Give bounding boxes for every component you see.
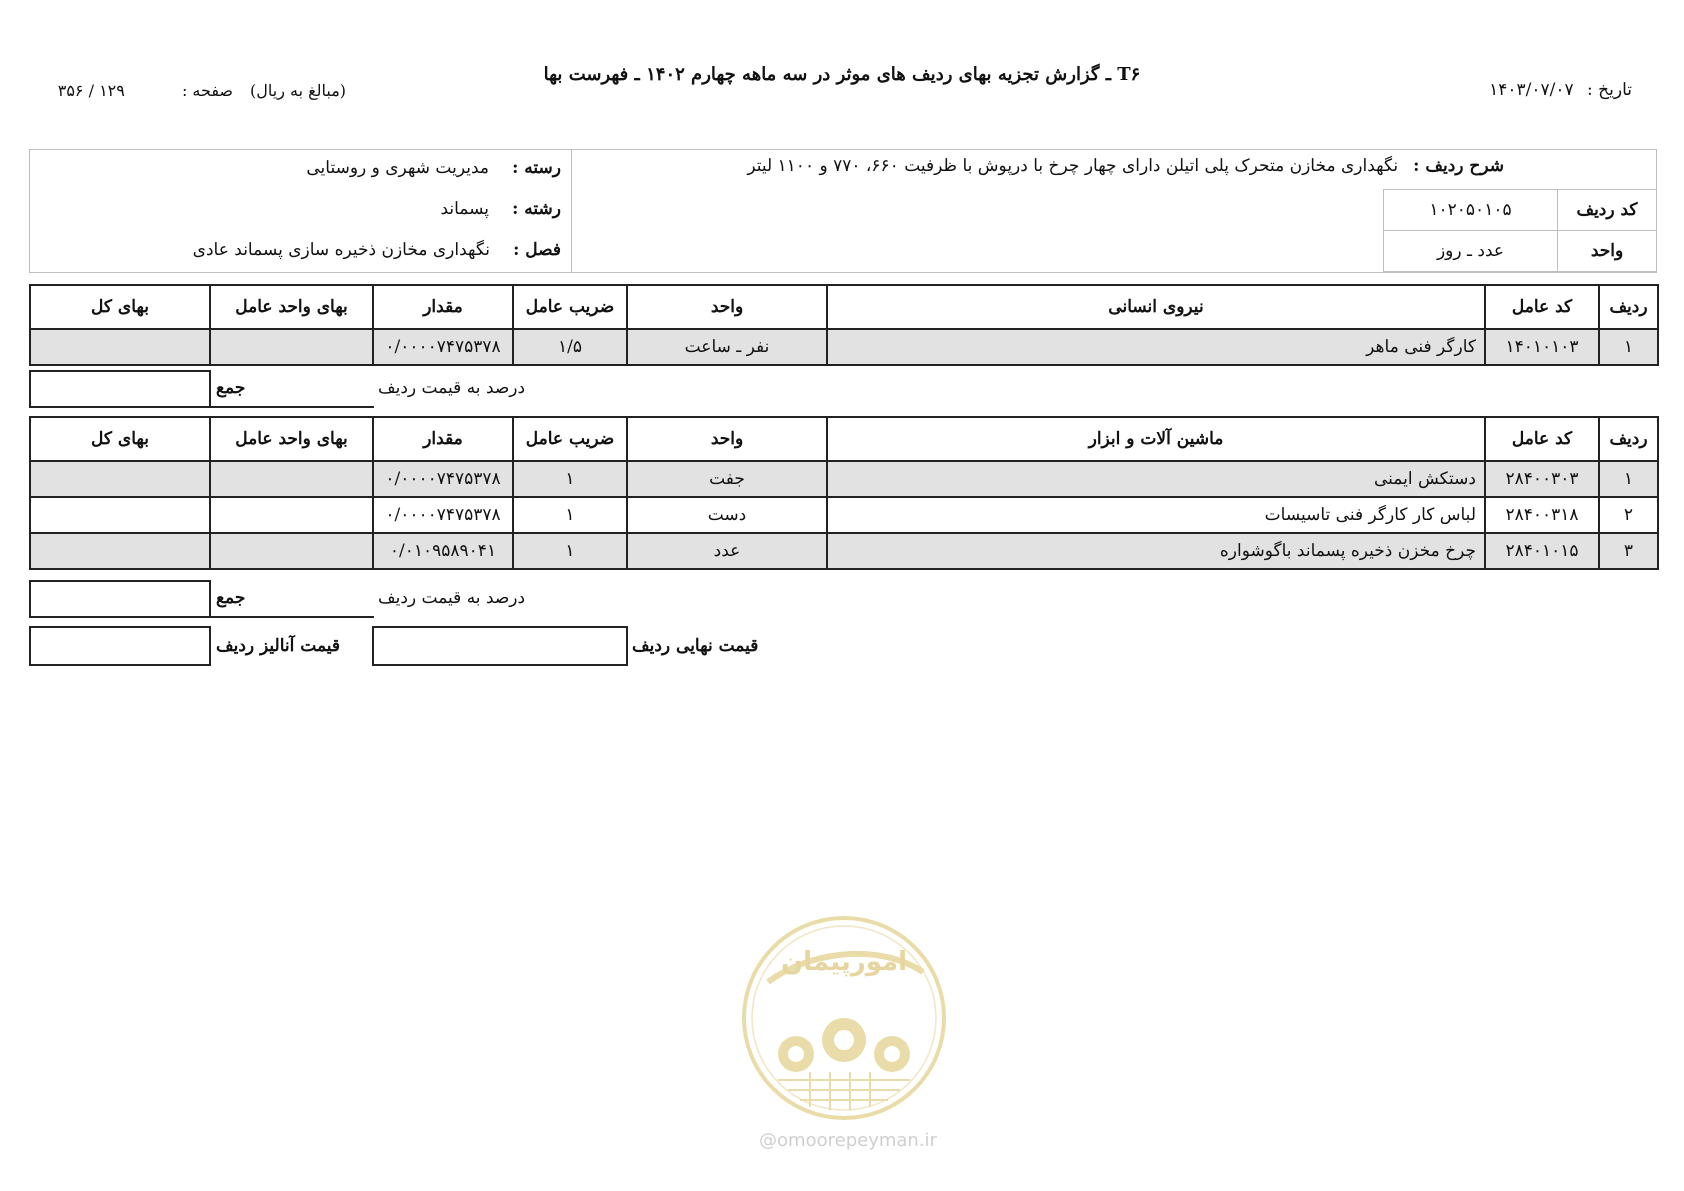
cell-row: ۱ — [1599, 329, 1658, 365]
col-factor: ضریب عامل — [513, 285, 627, 329]
machinery-total-box — [29, 580, 211, 618]
col-total: بهای کل — [30, 285, 210, 329]
field-label: رشته : — [512, 199, 561, 219]
cell-title: کارگر فنی ماهر — [827, 329, 1485, 365]
cell-total — [30, 497, 210, 533]
cell-title: دستکش ایمنی — [827, 461, 1485, 497]
table-row — [30, 329, 1658, 365]
cell-row: ۱ — [1599, 461, 1658, 497]
cell-total — [30, 329, 210, 365]
machinery-sum-label: جمع — [216, 588, 246, 608]
cell-total — [30, 461, 210, 497]
col-row: ردیف — [1599, 285, 1658, 329]
cell-code: ۲۸۴۰۱۰۱۵ — [1485, 533, 1599, 569]
cell-code: ۲۸۴۰۰۳۰۳ — [1485, 461, 1599, 497]
watermark-url: @omoorepeyman.ir — [759, 1130, 937, 1151]
cell-qty: ۰/۰۰۰۰۷۴۷۵۳۷۸ — [373, 329, 513, 365]
cell-qty: ۰/۰۰۰۰۷۴۷۵۳۷۸ — [373, 497, 513, 533]
machinery-table — [29, 416, 1659, 570]
cell-unit-price — [210, 461, 373, 497]
cell-qty: ۰/۰۱۰۹۵۸۹۰۴۱ — [373, 533, 513, 569]
page-label: صفحه : — [181, 81, 233, 100]
page-number — [33, 81, 233, 100]
col-row: ردیف — [1599, 417, 1658, 461]
machinery-header-row — [30, 417, 1658, 461]
description-label: شرح ردیف : — [1413, 156, 1504, 176]
item-description — [747, 156, 1504, 176]
category-row — [306, 158, 561, 178]
cell-unit-price — [210, 329, 373, 365]
field-value: پسماند — [440, 199, 489, 219]
cell-factor: ۱/۵ — [513, 329, 627, 365]
labor-table — [29, 284, 1659, 366]
date-label: تاریخ : — [1587, 80, 1632, 100]
category-label: رسته : — [512, 158, 561, 178]
page-value: ۱۲۹ / ۳۵۶ — [57, 81, 125, 100]
cell-factor: ۱ — [513, 497, 627, 533]
final-price-box — [372, 626, 628, 666]
unit-label: واحد — [1558, 231, 1657, 272]
analysis-price-label: قیمت آنالیز ردیف — [216, 636, 341, 656]
col-title: نیروی انسانی — [827, 285, 1485, 329]
col-unit-price: بهای واحد عامل — [210, 285, 373, 329]
col-unit: واحد — [627, 285, 827, 329]
cell-title: چرخ مخزن ذخیره پسماند باگوشواره — [827, 533, 1485, 569]
chapter-value: نگهداری مخازن ذخیره سازی پسماند عادی — [192, 240, 490, 260]
cell-unit-price — [210, 497, 373, 533]
table-row — [30, 533, 1658, 569]
cell-factor: ۱ — [513, 461, 627, 497]
cell-unit: نفر ـ ساعت — [627, 329, 827, 365]
labor-percent-label: درصد به قیمت ردیف — [378, 378, 526, 398]
code-unit-grid — [1383, 189, 1657, 272]
col-total: بهای کل — [30, 417, 210, 461]
col-qty: مقدار — [373, 417, 513, 461]
machinery-percent-label: درصد به قیمت ردیف — [378, 588, 526, 608]
labor-header-row — [30, 285, 1658, 329]
col-unit-price: بهای واحد عامل — [210, 417, 373, 461]
unit-value: عدد ـ روز — [1384, 231, 1558, 272]
cell-factor: ۱ — [513, 533, 627, 569]
labor-sum-label: جمع — [216, 378, 246, 398]
cell-row: ۳ — [1599, 533, 1658, 569]
info-divider — [571, 149, 572, 273]
chapter-row — [193, 240, 561, 260]
report-title: T۶ ـ گزارش تجزیه بهای ردیف های موثر در سه ماهه چهارم ۱۴۰۲ ـ فهرست بها — [543, 64, 1141, 85]
cell-code: ۱۴۰۱۰۱۰۳ — [1485, 329, 1599, 365]
final-price-label: قیمت نهایی ردیف — [632, 636, 759, 656]
description-value: نگهداری مخازن متحرک پلی اتیلن دارای چهار چرخ با درپوش با ظرفیت ۶۶۰، ۷۷۰ و ۱۱۰۰ لیتر — [747, 156, 1399, 176]
col-code: کد عامل — [1485, 417, 1599, 461]
watermark-logo-text: امورپیمان — [780, 947, 908, 977]
analysis-price-box — [29, 626, 211, 666]
report-date — [1489, 80, 1632, 100]
col-title: ماشین آلات و ابزار — [827, 417, 1485, 461]
cell-qty: ۰/۰۰۰۰۷۴۷۵۳۷۸ — [373, 461, 513, 497]
cell-unit: دست — [627, 497, 827, 533]
watermark-emblem-icon — [738, 912, 950, 1124]
col-factor: ضریب عامل — [513, 417, 627, 461]
date-value: ۱۴۰۳/۰۷/۰۷ — [1489, 80, 1574, 100]
col-qty: مقدار — [373, 285, 513, 329]
chapter-label: فصل : — [513, 240, 561, 260]
cell-unit-price — [210, 533, 373, 569]
cell-total — [30, 533, 210, 569]
cell-unit: عدد — [627, 533, 827, 569]
table-row — [30, 461, 1658, 497]
col-code: کد عامل — [1485, 285, 1599, 329]
cell-row: ۲ — [1599, 497, 1658, 533]
col-unit: واحد — [627, 417, 827, 461]
amount-note: (مبالغ به ریال) — [250, 81, 347, 100]
cell-code: ۲۸۴۰۰۳۱۸ — [1485, 497, 1599, 533]
field-row — [440, 199, 561, 219]
labor-total-box — [29, 370, 211, 408]
watermark-logo — [738, 912, 950, 1124]
cell-unit: جفت — [627, 461, 827, 497]
cell-title: لباس کار کارگر فنی تاسیسات — [827, 497, 1485, 533]
table-row — [30, 497, 1658, 533]
category-value: مدیریت شهری و روستایی — [306, 158, 489, 178]
code-label: کد ردیف — [1558, 190, 1657, 231]
code-value: ۱۰۲۰۵۰۱۰۵ — [1384, 190, 1558, 231]
